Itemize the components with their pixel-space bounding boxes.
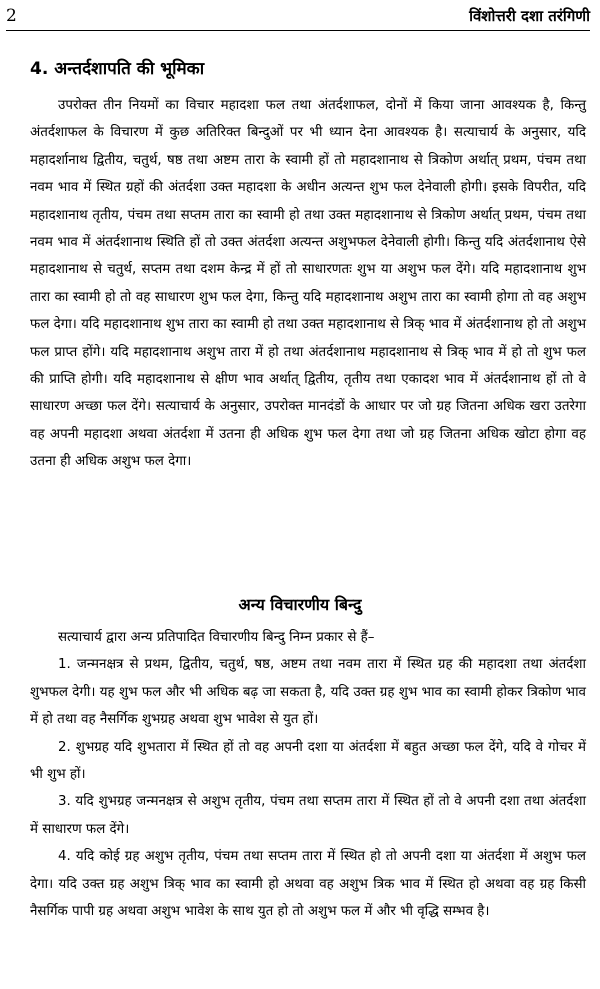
list-item: 2. शुभग्रह यदि शुभतारा में स्थित हों तो वह अपनी दशा या अंतर्दशा में बहुत अच्छा फल देंगे, यदि वे गोचर में भी शुभ हों।	[30, 739, 586, 783]
page-header	[6, 4, 590, 30]
list-item: 1. जन्मनक्षत्र से प्रथम, द्वितीय, चतुर्थ, षष्ठ, अष्टम तथा नवम तारा में स्थित ग्रह की महादशा तथा अंतर्दशा शुभफल देगी। यह शुभ फल और भी अधिक बढ़ जा सकता है, यदि उक्त ग्रह शुभ भाव का स्वामी होकर त्रिकोण भाव में हो तथा वह नैसर्गिक शुभग्रह अथवा शुभ भावेश से युत हों।	[30, 657, 586, 728]
list-item: 3. यदि शुभग्रह जन्मनक्षत्र से अशुभ तृतीय, पंचम तथा सप्तम तारा में स्थित हों तो वे अपनी दशा तथा अंतर्दशा में साधारण फल देंगे।	[30, 794, 586, 837]
subsection-heading: अन्य विचारणीय बिन्दु	[238, 595, 362, 614]
page-number: 2	[6, 6, 17, 26]
subsection-body	[30, 624, 586, 925]
section-heading: 4. अन्तर्दशापति की भूमिका	[30, 59, 205, 79]
subsection-intro: सत्याचार्य द्वारा अन्य प्रतिपादित विचारणीय बिन्दु निम्न प्रकार से हैं–	[58, 630, 375, 645]
list-item: 4. यदि कोई ग्रह अशुभ तृतीय, पंचम तथा सप्तम तारा में स्थित हो तो अपनी दशा या अंतर्दशा में अशुभ फल देगा। यदि उक्त ग्रह अशुभ त्रिक् भाव का स्वामी हो अथवा वह अशुभ त्रिक भाव में स्थित हो अथवा वह ग्रह किसी नैसर्गिक पापी ग्रह अथवा अशुभ भावेश के साथ युत हो तो अशुभ फल में और भी वृद्धि सम्भव है।	[30, 849, 586, 920]
paragraph: उपरोक्त तीन नियमों का विचार महादशा फल तथा अंतर्दशाफल, दोनों में किया जाना आवश्यक है, किन्तु अंतर्दशाफल के विचारण में कुछ अतिरिक्त बिन्दुओं पर भी ध्यान देना आवश्यक है। सत्याचार्य के अनुसार, यदि महादर्शानाथ द्वितीय, चतुर्थ, षष्ठ तथा अष्टम तारा के स्वामी हों तो महादशानाथ से त्रिकोण अर्थात् प्रथम, पंचम तथा नवम भाव में स्थित ग्रहों की अंतर्दशा उक्त महादशा के अधीन अत्यन्त शुभ फल देनेवाली होगी। इसके विपरीत, यदि महादशानाथ तृतीय, पंचम तथा सप्तम तारा का स्वामी हो तथा उक्त महादशानाथ से त्रिकोण अर्थात् प्रथम, पंचम तथा नवम भाव में अंतर्दशानाथ स्थिति हों तो उक्त अंतर्दशा अत्यन्त अशुभफल देनेवाली होगी। किन्तु यदि अंतर्दशानाथ ऐसे महादशानाथ से चतुर्थ, सप्तम तथा दशम केन्द्र में हों तो साधारणतः शुभ या अशुभ फल देंगे। यदि महादशानाथ शुभ तारा का स्वामी हो तो वह साधारण शुभ फल देगा, किन्तु यदि महादशानाथ अशुभ तारा का स्वामी होगा तो वह अशुभ फल देगा। यदि महादशानाथ शुभ तारा का स्वामी हो तथा उक्त महादशानाथ से त्रिक् भाव में अंतर्दशानाथ हो तो अशुभ फल प्राप्त होंगे। यदि महादशानाथ अशुभ तारा में हो तथा अंतर्दशानाथ महादशानाथ से त्रिक् भाव में हो तो शुभ फल की प्राप्ति होगी। यदि महादशानाथ से क्षीण भाव अर्थात् द्वितीय, तृतीय तथा एकादश भाव में अंतर्दशानाथ हों तो वे साधारण अच्छा फल देंगे। सत्याचार्य के अनुसार, उपरोक्त मानदंडों के आधार पर जो ग्रह जितना अधिक खरा उतरेगा वह अपनी महादशा अथवा अंतर्दशा में उतना ही अधिक शुभ फल देगा तथा जो ग्रह जितना अधिक खोटा होगा वह उतना ही अधिक अशुभ फल देगा।	[30, 98, 586, 470]
section-body	[30, 92, 586, 476]
header-rule	[6, 30, 590, 31]
running-head: विंशोत्तरी दशा तरंगिणी	[469, 7, 590, 25]
